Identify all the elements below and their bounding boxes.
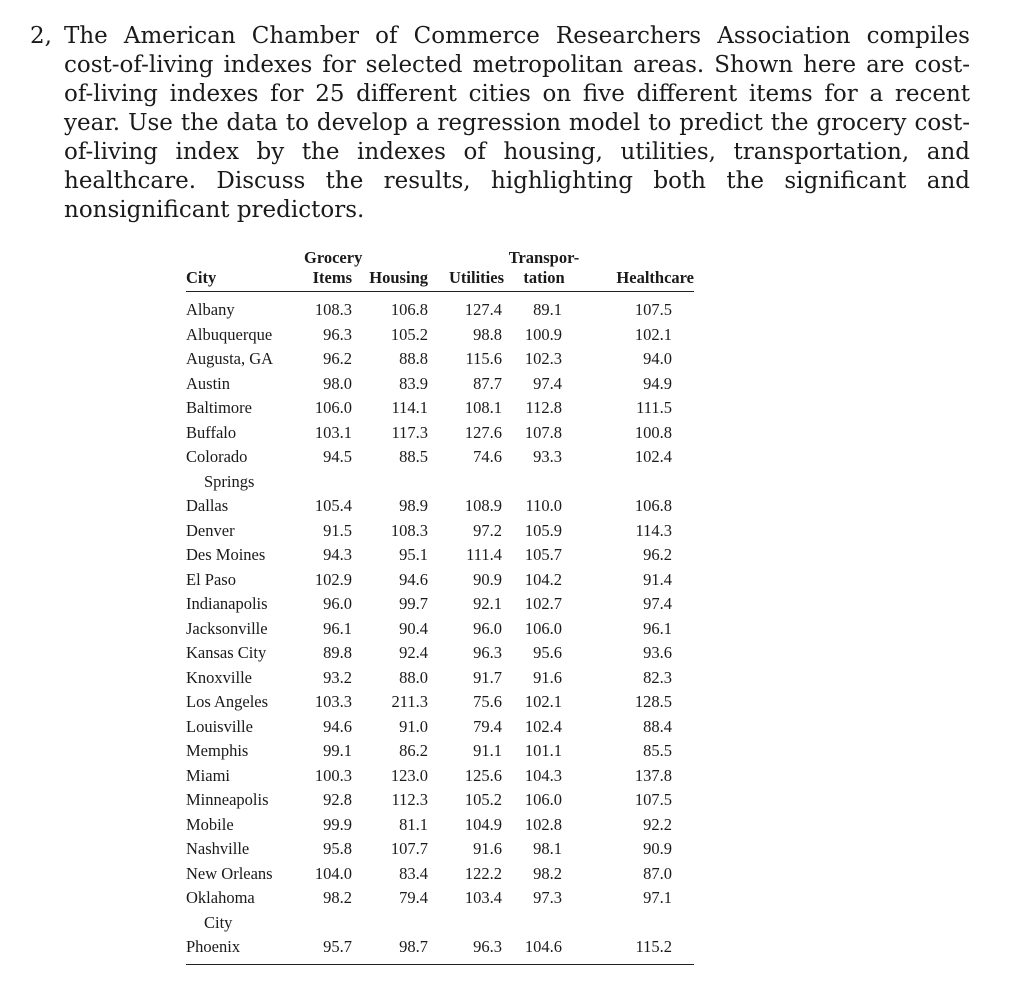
cell-utilities: 105.2	[464, 790, 502, 809]
cell-healthcare: 102.1	[634, 324, 672, 344]
cell-healthcare: 106.8	[634, 496, 672, 515]
cell-grocery: 94.5	[323, 447, 352, 466]
problem-number: 2,	[30, 23, 52, 49]
table-row	[186, 396, 694, 421]
cell-grocery: 99.1	[323, 741, 352, 760]
cell-grocery: 98.2	[323, 888, 352, 907]
city-name: Dallas	[186, 496, 229, 515]
cell-utilities: 111.4	[466, 545, 502, 564]
city-name: El Paso	[186, 569, 236, 589]
cell-grocery: 96.0	[323, 594, 352, 613]
cell-housing: 112.3	[391, 790, 428, 809]
cell-transportation: 104.3	[524, 765, 562, 785]
cell-utilities: 125.6	[464, 765, 502, 785]
cell-grocery: 108.3	[314, 300, 352, 319]
cell-housing: 98.7	[352, 935, 428, 964]
table-row	[186, 617, 694, 642]
cell-transportation: 106.0	[524, 618, 562, 638]
cell-grocery: 104.0	[314, 863, 352, 883]
table-row	[186, 421, 694, 446]
header-utilities: Utilities	[428, 248, 504, 292]
cell-transportation: 95.6	[533, 643, 562, 662]
cell-transportation: 112.8	[525, 398, 562, 417]
city-name-continued: Springs	[204, 471, 255, 491]
cell-healthcare: 93.6	[643, 643, 672, 662]
city-name: Louisville	[186, 716, 253, 736]
cell-healthcare: 114.3	[635, 520, 672, 540]
cell-housing: 86.2	[399, 741, 428, 760]
cell-transportation: 98.2	[533, 863, 562, 883]
city-name: Nashville	[186, 839, 250, 858]
cell-housing: 95.1	[399, 545, 428, 564]
cell-utilities: 127.6	[464, 422, 502, 442]
cell-healthcare: 82.3	[643, 667, 672, 687]
cell-transportation: 97.3	[533, 888, 562, 907]
header-city: City	[186, 248, 304, 292]
cell-healthcare: 94.0	[643, 349, 672, 368]
cell-grocery: 106.0	[314, 398, 352, 417]
city-name: Phoenix	[186, 937, 241, 956]
cell-grocery: 89.8	[323, 643, 352, 662]
cell-housing: 83.4	[399, 863, 428, 883]
city-name: Des Moines	[186, 545, 266, 564]
cell-utilities: 96.0	[473, 618, 502, 638]
header-transportation	[504, 248, 584, 292]
city-name: Knoxville	[186, 667, 252, 687]
cell-utilities: 92.1	[473, 594, 502, 613]
cell-healthcare: 102.4	[634, 447, 672, 466]
city-name: Denver	[186, 520, 235, 540]
cell-healthcare: 94.9	[643, 373, 672, 393]
cell-city	[186, 372, 304, 397]
cell-healthcare: 90.9	[643, 839, 672, 858]
table-row	[186, 347, 694, 372]
cell-utilities: 97.2	[473, 520, 502, 540]
header-transport-line1: Transpor-	[508, 248, 580, 267]
cell-transportation: 105.9	[524, 520, 562, 540]
cell-utilities: 104.9	[464, 814, 502, 834]
table-row	[186, 292, 694, 323]
cell-utilities: 127.4	[464, 300, 502, 319]
table-row	[186, 788, 694, 813]
city-name: Oklahoma	[186, 888, 255, 907]
cell-healthcare: 107.5	[634, 790, 672, 809]
cell-housing: 107.7	[390, 839, 428, 858]
cell-grocery: 96.2	[323, 349, 352, 368]
table-row	[186, 543, 694, 568]
cell-utilities: 91.1	[473, 741, 502, 760]
cell-utilities: 87.7	[473, 373, 502, 393]
cell-city	[186, 641, 304, 666]
cell-housing: 79.4	[399, 888, 428, 907]
table-row	[186, 739, 694, 764]
cell-grocery: 95.8	[323, 839, 352, 858]
cell-healthcare: 137.8	[634, 765, 672, 785]
header-grocery	[304, 248, 363, 292]
cell-utilities: 122.2	[464, 863, 502, 883]
cell-healthcare: 96.1	[643, 618, 672, 638]
cell-city	[186, 292, 304, 323]
cell-transportation: 102.8	[524, 814, 562, 834]
cell-housing: 83.9	[399, 373, 428, 393]
cell-utilities: 96.3	[428, 935, 504, 964]
cell-city	[186, 617, 304, 642]
cell-housing: 211.3	[391, 692, 428, 711]
table-row	[186, 592, 694, 617]
city-name: Albany	[186, 300, 235, 319]
cell-healthcare: 87.0	[643, 863, 672, 883]
cell-healthcare: 115.2	[584, 935, 694, 964]
cell-healthcare: 91.4	[643, 569, 672, 589]
table-row	[186, 519, 694, 544]
cell-city	[186, 568, 304, 593]
cell-housing: 114.1	[391, 398, 428, 417]
cell-grocery: 105.4	[314, 496, 352, 515]
cell-grocery: 94.6	[323, 716, 352, 736]
cell-housing: 90.4	[399, 618, 428, 638]
data-table	[186, 248, 694, 965]
city-name: Augusta, GA	[186, 349, 274, 368]
table-row	[186, 666, 694, 691]
cell-housing: 88.5	[399, 447, 428, 466]
city-name: Colorado	[186, 447, 248, 466]
table-row	[186, 372, 694, 397]
cell-healthcare: 97.4	[643, 594, 672, 613]
cell-city	[186, 862, 304, 887]
cell-city	[186, 813, 304, 838]
problem-text: The American Chamber of Commerce Researchers Association compiles cost-of-living indexes for selected metropolitan areas. Shown here are cost-of-living indexes for 25 different cities on five different items for a recent year. Use the data to develop a regression model to predict the grocery cost-of-living index by the indexes of housing, utilities, transportation, and healthcare. Discuss the results, highlighting both the significant and nonsignificant predictors.	[64, 23, 970, 223]
cell-city	[186, 886, 304, 935]
cell-transportation: 104.2	[524, 569, 562, 589]
table-row	[186, 641, 694, 666]
cell-grocery: 102.9	[314, 569, 352, 589]
cell-utilities: 96.3	[473, 643, 502, 662]
cell-housing: 88.0	[399, 667, 428, 687]
header-transport-line2: tation	[523, 268, 565, 287]
table-row	[186, 494, 694, 519]
cell-grocery: 99.9	[323, 814, 352, 834]
cell-city	[186, 666, 304, 691]
cell-utilities: 75.6	[473, 692, 502, 711]
cell-utilities: 115.6	[465, 349, 502, 368]
cost-of-living-table	[186, 248, 694, 965]
problem-statement	[30, 22, 970, 225]
cell-utilities: 108.1	[464, 398, 502, 417]
cell-transportation: 93.3	[533, 447, 562, 466]
cell-transportation: 98.1	[533, 839, 562, 858]
cell-city	[186, 739, 304, 764]
header-grocery-line1: Grocery	[304, 248, 363, 267]
table-row	[186, 837, 694, 862]
cell-housing: 92.4	[399, 643, 428, 662]
table-row	[186, 935, 694, 964]
cell-grocery: 103.1	[314, 422, 352, 442]
table-row	[186, 568, 694, 593]
table-row	[186, 690, 694, 715]
cell-transportation: 100.9	[524, 324, 562, 344]
cell-transportation: 110.0	[525, 496, 562, 515]
cell-city	[186, 494, 304, 519]
cell-city	[186, 690, 304, 715]
cell-transportation: 89.1	[533, 300, 562, 319]
cell-city	[186, 592, 304, 617]
cell-housing: 81.1	[399, 814, 428, 834]
table-row	[186, 813, 694, 838]
cell-transportation: 102.7	[524, 594, 562, 613]
cell-transportation: 105.7	[524, 545, 562, 564]
cell-utilities: 79.4	[473, 716, 502, 736]
cell-transportation: 102.4	[524, 716, 562, 736]
cell-healthcare: 107.5	[634, 300, 672, 319]
cell-housing: 99.7	[399, 594, 428, 613]
cell-city	[186, 323, 304, 348]
cell-city	[186, 715, 304, 740]
cell-grocery: 98.0	[323, 373, 352, 393]
cell-housing: 117.3	[391, 422, 428, 442]
city-name: Minneapolis	[186, 790, 269, 809]
city-name: Albuquerque	[186, 324, 273, 344]
table-row	[186, 886, 694, 935]
cell-grocery: 92.8	[323, 790, 352, 809]
table-row	[186, 862, 694, 887]
cell-transportation: 104.6	[504, 935, 584, 964]
cell-healthcare: 111.5	[636, 398, 672, 417]
cell-housing: 108.3	[390, 520, 428, 540]
cell-grocery: 96.3	[323, 324, 352, 344]
table-header	[186, 248, 694, 292]
cell-grocery: 96.1	[323, 618, 352, 638]
cell-utilities: 103.4	[464, 888, 502, 907]
cell-healthcare: 96.2	[643, 545, 672, 564]
city-name: Austin	[186, 373, 231, 393]
cell-city	[186, 347, 304, 372]
cell-grocery: 103.3	[314, 692, 352, 711]
table-row	[186, 764, 694, 789]
cell-utilities: 91.7	[473, 667, 502, 687]
city-name: New Orleans	[186, 863, 273, 883]
cell-city	[186, 837, 304, 862]
cell-city	[186, 788, 304, 813]
header-healthcare: Healthcare	[584, 248, 694, 292]
city-name: Buffalo	[186, 422, 237, 442]
cell-grocery: 94.3	[323, 545, 352, 564]
city-name: Memphis	[186, 741, 249, 760]
cell-healthcare: 85.5	[643, 741, 672, 760]
cell-grocery: 91.5	[323, 520, 352, 540]
city-name: Indianapolis	[186, 594, 268, 613]
city-name: Baltimore	[186, 398, 252, 417]
cell-housing: 123.0	[390, 765, 428, 785]
cell-utilities: 98.8	[473, 324, 502, 344]
cell-city	[186, 396, 304, 421]
cell-housing: 98.9	[399, 496, 428, 515]
cell-grocery: 100.3	[314, 765, 352, 785]
cell-healthcare: 92.2	[643, 814, 672, 834]
city-name: Kansas City	[186, 643, 267, 662]
cell-city	[186, 445, 304, 494]
cell-housing: 94.6	[399, 569, 428, 589]
cell-grocery: 93.2	[323, 667, 352, 687]
cell-housing: 106.8	[390, 300, 428, 319]
cell-transportation: 102.1	[524, 692, 562, 711]
table-row	[186, 715, 694, 740]
cell-city	[186, 421, 304, 446]
header-housing: Housing	[352, 248, 428, 292]
city-name: Los Angeles	[186, 692, 269, 711]
cell-healthcare: 97.1	[643, 888, 672, 907]
cell-transportation: 101.1	[524, 741, 562, 760]
cell-healthcare: 128.5	[634, 692, 672, 711]
cell-city	[186, 764, 304, 789]
cell-housing: 88.8	[399, 349, 428, 368]
cell-healthcare: 100.8	[634, 422, 672, 442]
cell-utilities: 91.6	[473, 839, 502, 858]
cell-grocery: 95.7	[304, 935, 352, 964]
table-body	[186, 292, 694, 965]
city-name-continued: City	[204, 912, 233, 932]
cell-city	[186, 543, 304, 568]
table-row	[186, 323, 694, 348]
cell-transportation: 106.0	[524, 790, 562, 809]
cell-housing: 105.2	[390, 324, 428, 344]
cell-city	[186, 519, 304, 544]
cell-transportation: 91.6	[533, 667, 562, 687]
table-row	[186, 445, 694, 494]
cell-transportation: 97.4	[533, 373, 562, 393]
cell-housing: 91.0	[399, 716, 428, 736]
cell-utilities: 74.6	[473, 447, 502, 466]
cell-utilities: 90.9	[473, 569, 502, 589]
header-grocery-line2: Items	[312, 268, 352, 287]
cell-city	[186, 935, 304, 964]
city-name: Jacksonville	[186, 618, 268, 638]
city-name: Miami	[186, 765, 230, 785]
cell-transportation: 102.3	[524, 349, 562, 368]
cell-healthcare: 88.4	[643, 716, 672, 736]
city-name: Mobile	[186, 814, 234, 834]
cell-transportation: 107.8	[524, 422, 562, 442]
cell-utilities: 108.9	[464, 496, 502, 515]
